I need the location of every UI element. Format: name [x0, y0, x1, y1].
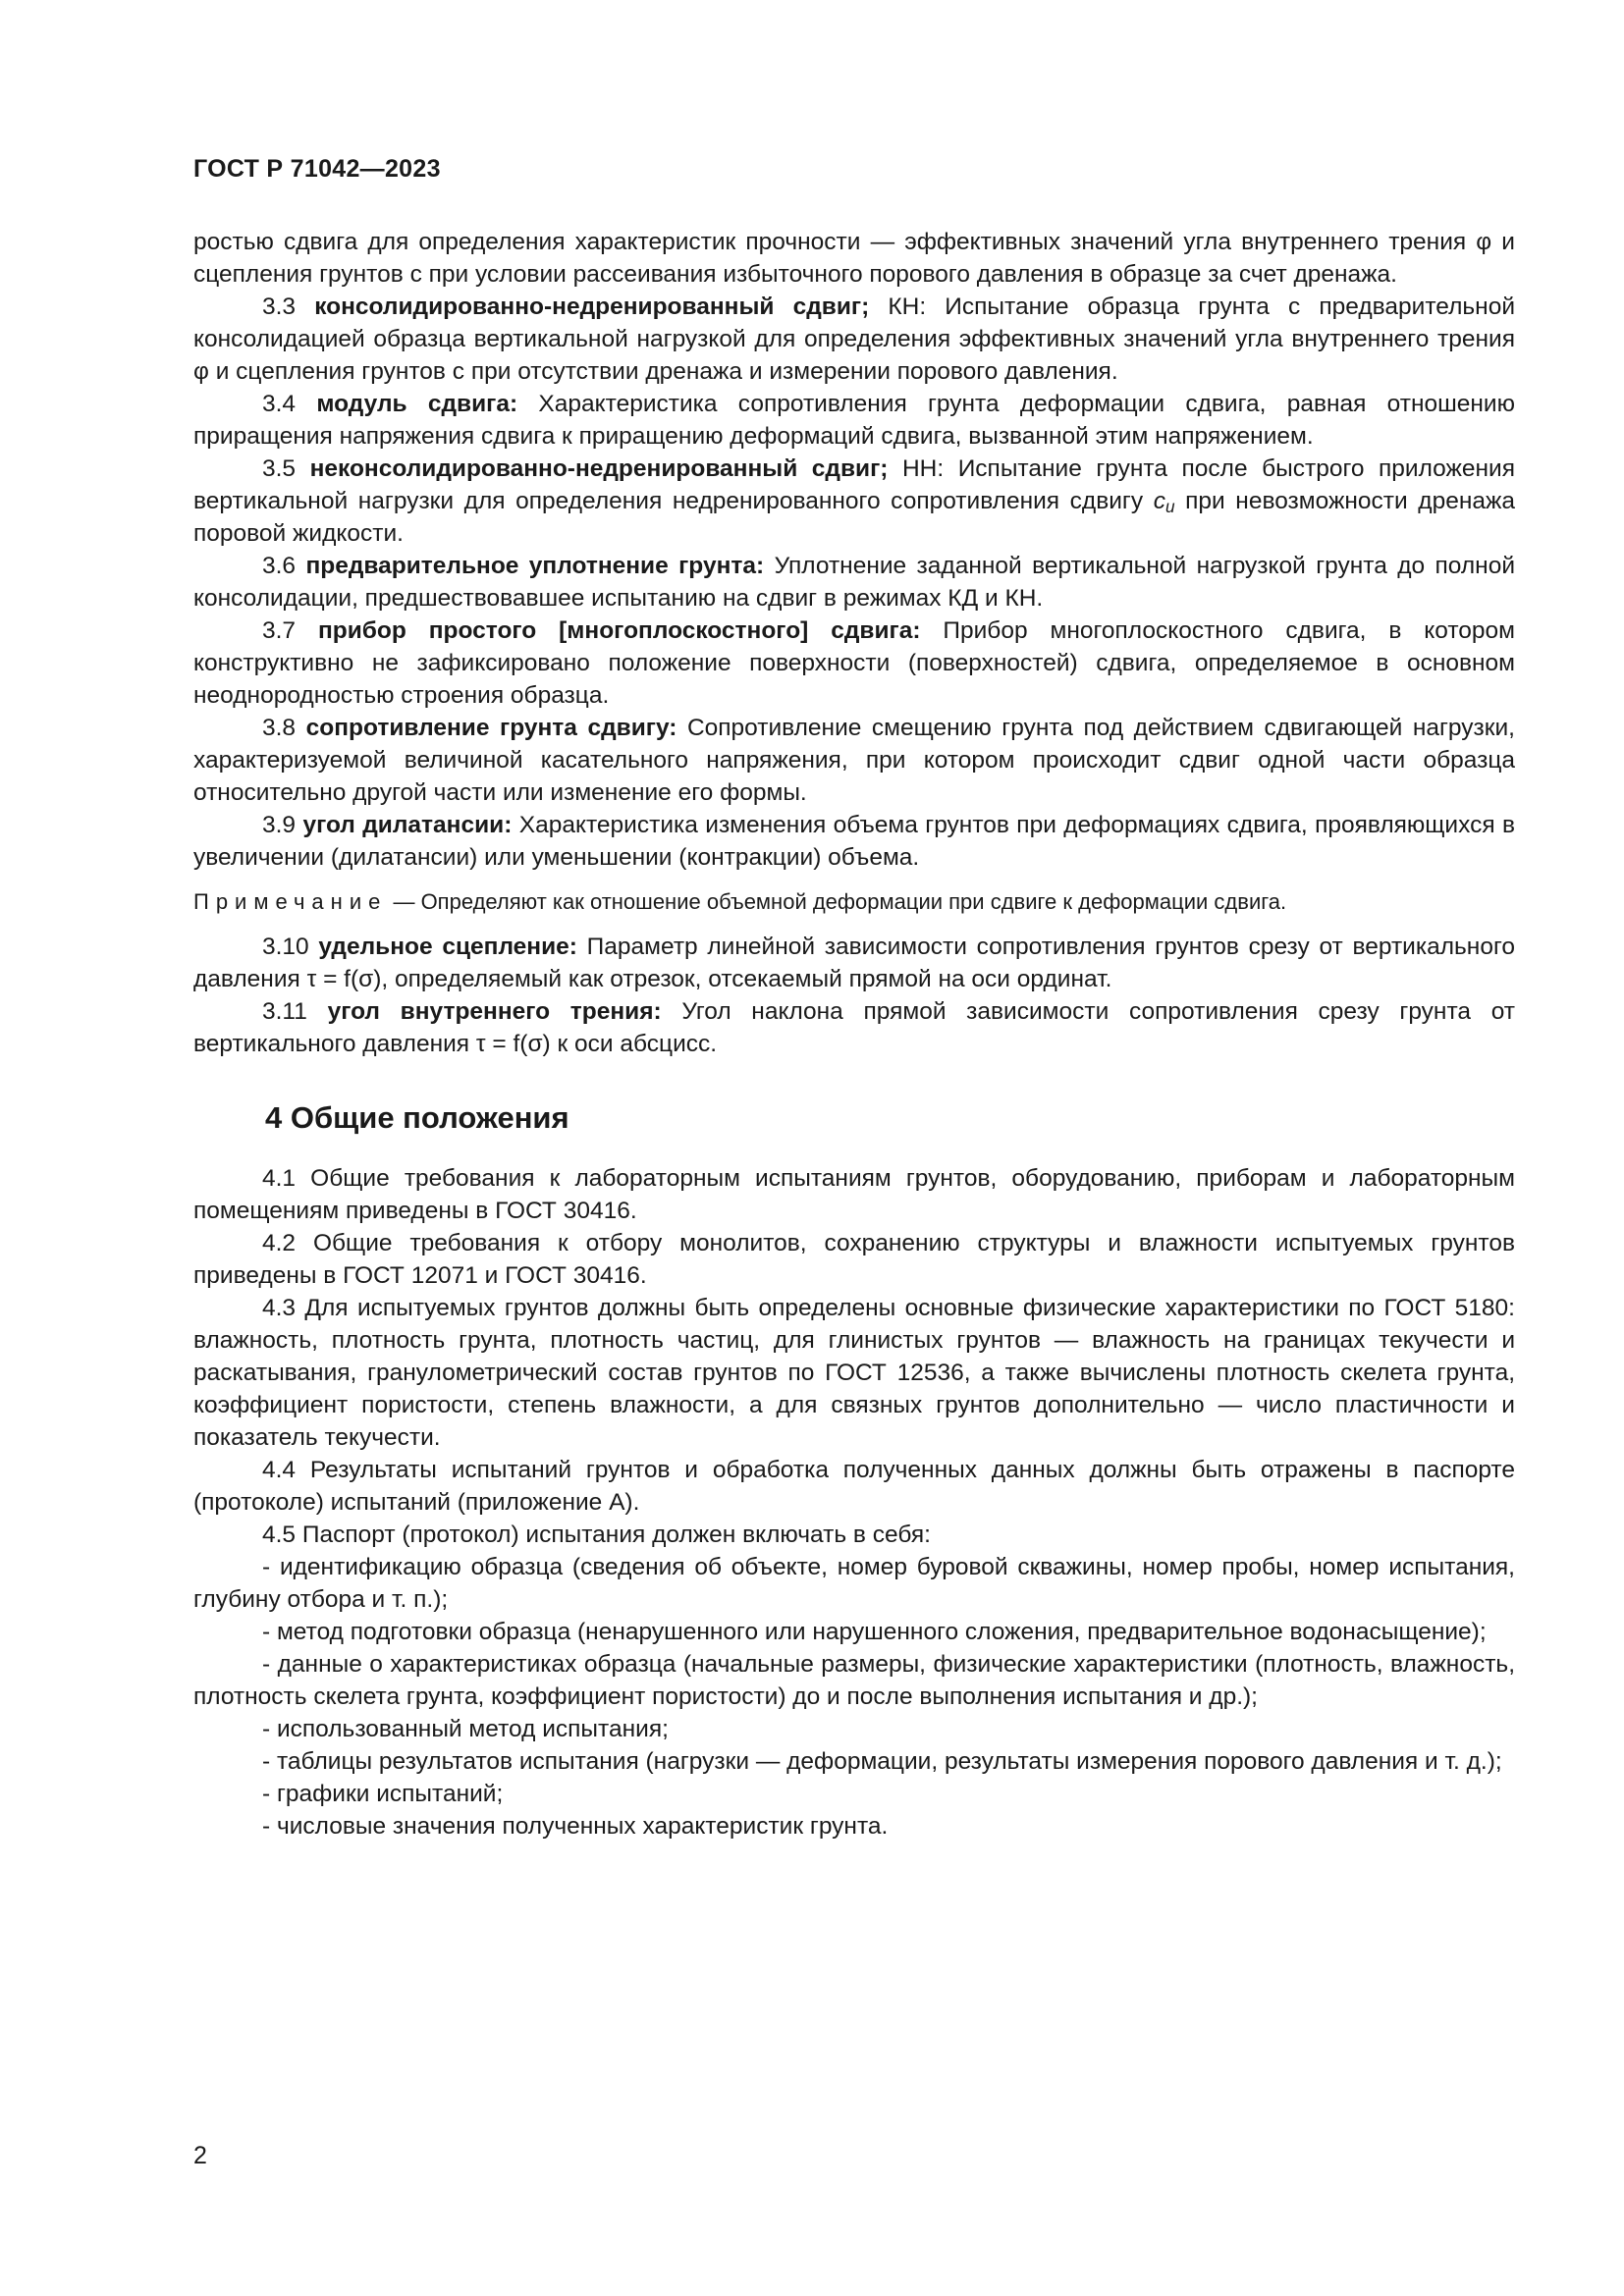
term-number: 3.8	[262, 715, 297, 741]
list-item: - метод подготовки образца (ненарушенного или нарушенного сложения, предварительное водонасыщение);	[262, 1619, 1487, 1645]
term-number: 3.10	[262, 934, 309, 960]
intro-continuation: ростью сдвига для определения характеристик прочности — эффективных значений угла внутреннего трения φ и сцепления грунтов c при условии рассеивания избыточного порового давления в образце за счет дренажа.	[193, 229, 1515, 288]
term-definition: Угол наклона прямой зависимости сопротивления срезу грунта от вертикального давления τ = f(σ) к оси абсцисс.	[193, 998, 1516, 1057]
term-paragraph	[193, 291, 1515, 388]
term-definition: НН: Испытание грунта после быстрого приложения вертикальной нагрузки для определения недренированного сопротивления сдвигу	[193, 455, 1516, 514]
note-text: — Определяют как отношение объемной деформации при сдвиге к деформации сдвига.	[387, 889, 1287, 914]
term-definition: Характеристика изменения объема грунтов при деформациях сдвига, проявляющихся в увеличении (дилатансии) или уменьшении (контракции) объема.	[193, 812, 1515, 871]
section-4-paragraph: 4.4 Результаты испытаний грунтов и обработка полученных данных должны быть отражены в паспорте (протоколе) испытаний (приложение А).	[193, 1457, 1515, 1516]
term-name: модуль сдвига:	[316, 391, 518, 417]
term-definition: Параметр линейной зависимости сопротивления грунтов срезу от вертикального давления τ = f(σ), определяемый как отрезок, отсекаемый прямой на оси ординат.	[193, 934, 1515, 992]
note	[193, 887, 1515, 917]
terms-list	[193, 291, 1515, 874]
section-4-paragraph: 4.5 Паспорт (протокол) испытания должен включать в себя:	[262, 1522, 931, 1548]
page-number: 2	[193, 2142, 207, 2169]
term-name: угол внутреннего трения:	[327, 998, 662, 1025]
document-header: ГОСТ Р 71042—2023	[193, 155, 441, 183]
list-item: - таблицы результатов испытания (нагрузки — деформации, результаты измерения порового давления и т. д.);	[262, 1748, 1502, 1775]
list-item: - идентификацию образца (сведения об объекте, номер буровой скважины, номер пробы, номер испытания, глубину отбора и т. п.);	[193, 1554, 1515, 1613]
term-paragraph	[193, 931, 1515, 995]
term-definition: Характеристика сопротивления грунта деформации сдвига, равная отношению приращения напряжения сдвига к приращению деформаций сдвига, вызванной этим напряжением.	[193, 391, 1515, 450]
symbol-subscript: u	[1164, 497, 1175, 516]
section-4-list	[193, 1551, 1515, 1842]
term-definition: КН: Испытание образца грунта с предварительной консолидацией образца вертикальной нагрузкой для определения эффективных значений угла внутреннего трения φ и сцепления грунтов c при отсутствии дренажа и измерении порового давления.	[193, 294, 1516, 385]
list-item: - графики испытаний;	[262, 1781, 504, 1807]
term-number: 3.7	[262, 617, 297, 644]
term-number: 3.9	[262, 812, 297, 838]
term-definition: Уплотнение заданной вертикальной нагрузкой грунта до полной консолидации, предшествовавшее испытанию на сдвиг в режимах КД и КН.	[193, 553, 1516, 612]
term-name: предварительное уплотнение грунта:	[305, 553, 765, 579]
section-4-paragraph: 4.3 Для испытуемых грунтов должны быть определены основные физические характеристики по ГОСТ 5180: влажность, плотность грунта, плотность частиц, для глинистых грунтов — влажность на границах текучести и раскатывания, гранулометрический состав грунтов по ГОСТ 12536, а также вычислены плотность скелета грунта, коэффициент пористости, степень влажности, а для связных грунтов дополнительно — число пластичности и показатель текучести.	[193, 1295, 1515, 1451]
term-paragraph	[193, 995, 1515, 1060]
section-4-paragraphs	[193, 1162, 1515, 1551]
term-number: 3.5	[262, 455, 297, 482]
term-name: неконсолидированно-недренированный сдвиг;	[309, 455, 889, 482]
term-number: 3.11	[262, 998, 307, 1025]
term-name: консолидированно-недренированный сдвиг;	[314, 294, 870, 320]
term-name: удельное сцепление:	[318, 934, 577, 960]
term-paragraph	[193, 712, 1515, 809]
term-paragraph	[193, 550, 1515, 614]
term-name: сопротивление грунта сдвигу:	[305, 715, 677, 741]
terms-list-2	[193, 931, 1515, 1060]
term-definition: Прибор многоплоскостного сдвига, в котором конструктивно не зафиксировано положение поверхности (поверхностей) сдвига, определяемое в основном неоднородностью строения образца.	[193, 617, 1515, 709]
term-paragraph	[193, 388, 1515, 453]
term-definition: при невозможности дренажа поровой жидкости.	[193, 488, 1515, 547]
term-name: прибор простого [многоплоскостного] сдвига:	[317, 617, 921, 644]
term-paragraph	[193, 453, 1515, 550]
term-name: угол дилатансии:	[302, 812, 513, 838]
list-item: - данные о характеристиках образца (начальные размеры, физические характеристики (плотность, влажность, плотность скелета грунта, коэффициент пористости) до и после выполнения испытания и др.);	[193, 1651, 1515, 1710]
term-number: 3.3	[262, 294, 297, 320]
list-item: - числовые значения полученных характеристик грунта.	[262, 1813, 889, 1840]
term-number: 3.4	[262, 391, 297, 417]
term-number: 3.6	[262, 553, 297, 579]
note-label: Примечание	[193, 889, 388, 914]
document-body	[193, 226, 1515, 1842]
term-paragraph	[193, 809, 1515, 874]
section-4-paragraph: 4.1 Общие требования к лабораторным испытаниям грунтов, оборудованию, приборам и лабораторным помещениям приведены в ГОСТ 30416.	[193, 1165, 1515, 1224]
term-paragraph	[193, 614, 1515, 712]
term-definition: Сопротивление смещению грунта под действием сдвигающей нагрузки, характеризуемой величиной касательного напряжения, при котором происходит сдвиг одной части образца относительно другой части или изменение его формы.	[193, 715, 1515, 806]
list-item: - использованный метод испытания;	[262, 1716, 669, 1742]
section-4-paragraph: 4.2 Общие требования к отбору монолитов, сохранению структуры и влажности испытуемых грунтов приведены в ГОСТ 12071 и ГОСТ 30416.	[193, 1230, 1515, 1289]
section-4-heading: 4 Общие положения	[265, 1100, 569, 1135]
symbol-cu: c	[1153, 488, 1165, 514]
